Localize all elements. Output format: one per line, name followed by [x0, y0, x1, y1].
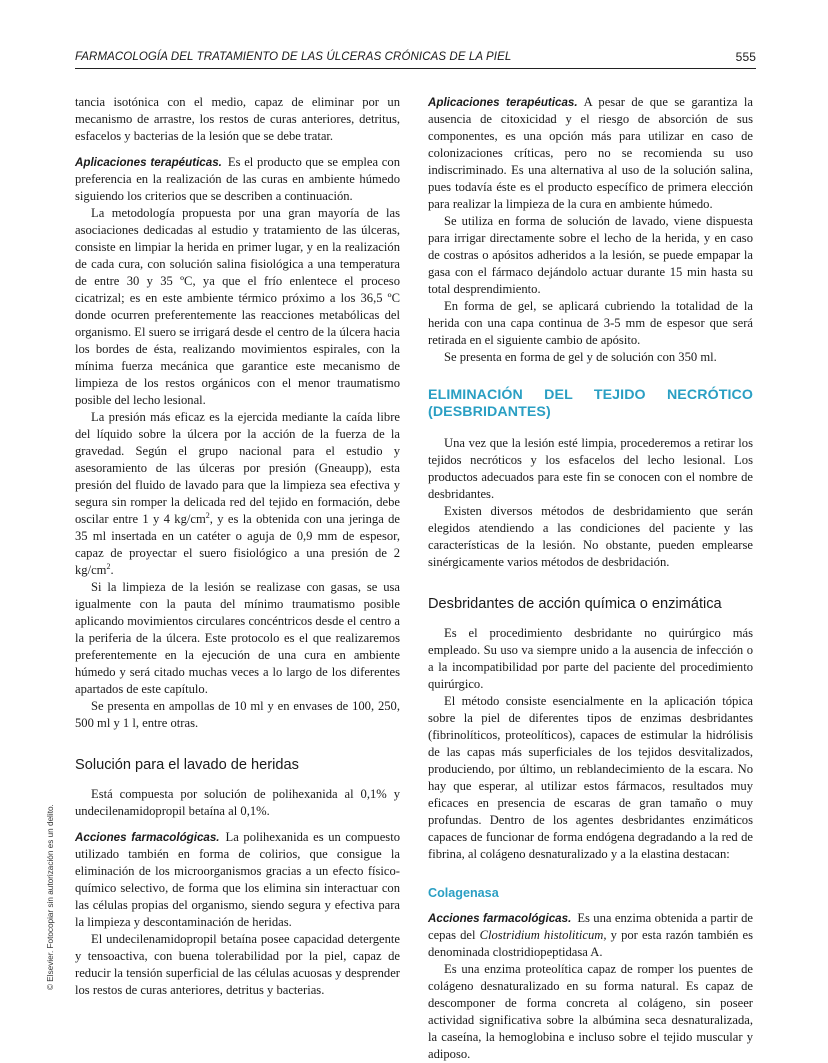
paragraph-lead: Acciones farmacológicas. — [428, 912, 572, 925]
paragraph: Se presenta en ampollas de 10 ml y en envases de 100, 250, 500 ml y 1 l, entre otras. — [75, 699, 400, 730]
paragraph: Está compuesta por solución de polihexanida al 0,1% y undecilenamidopropil betaína al 0,1%. — [75, 787, 400, 818]
species-name: Clostridium histoliticum, — [479, 928, 607, 942]
paragraph: Aplicaciones terapéuticas. A pesar de que se garantiza la ausencia de citoxicidad y el riesgo de absorción de sus componentes, es una opción más para utilizar en caso de colonizaciones críticas, pero no se recomienda su uso indiscriminado. Es una alternativa al uso de la solución salina, pues todavía éste es el producto específico de primera elección para realizar la limpieza de la cura en ambiente húmedo. — [428, 95, 754, 211]
paragraph-lead: Aplicaciones terapéuticas. — [75, 156, 222, 169]
paragraph: La metodología propuesta por una gran mayoría de las asociaciones dedicadas al estudio y tratamiento de las úlceras, consiste en limpiar la herida en primer lugar, y en la realización de cada cura, con solución salina fisiológica a una temperatura de entre 30 y 35 ºC, ya que el frío enlentece el proceso cicatrizal; es en este ambiente térmico próximo a los 36,5 ºC donde ocurren preferentemente las reacciones metabólicas del organismo. El suero se irrigará desde el centro de la úlcera hacia los bordes de ésta, realizando movimientos espirales, con la mínima fuerza mecánica que garantice este mecanismo de limpieza de los restos orgánicos con el menor traumatismo posible del lecho lesional. — [75, 206, 400, 407]
paragraph: Acciones farmacológicas. La polihexanida es un compuesto utilizado también en forma de colirios, que consigue la eliminación de los microorganismos gracias a un efecto físico-químico selectivo, de forma que los elimina sin interactuar con las células propias del organismo, siendo segura y efectiva para la limpieza y descontaminación de heridas. — [75, 830, 400, 929]
paragraph: El método consiste esencialmente en la aplicación tópica sobre la piel de diferentes tipos de enzimas desbridantes (fibrinolíticos, proteolíticos), capaces de estimular la hidrólisis de las capas más superficiales de los tejidos desvitalizados, produciendo, por último, un reblandecimiento de la escara. No hay que esperar, al utilizar estos fármacos, resultados muy eficaces en presencia de escaras de gran tamaño o muy profundas. Dentro de los agentes desbridantes enzimáticos capaces de funcionar de forma endógena degradando a la red de fibrina, al colágeno desnaturalizado y a la elastina destacan: — [428, 694, 753, 861]
section-heading: Desbridantes de acción química o enzimática — [428, 596, 722, 612]
paragraph: Si la limpieza de la lesión se realizase con gasas, se usa igualmente con la pauta del mínimo traumatismo posible aplicando movimientos circulares concéntricos desde el centro a la periferia de la úlcera. Este protocolo es el que realizaremos preferentemente en la ejecución de una cura en ambiente húmedo y será citado muchas veces a lo largo de los diferentes apartados de este capítulo. — [75, 580, 400, 696]
left-column — [75, 94, 400, 999]
paragraph: Es el procedimiento desbridante no quirúrgico más empleado. Su uso va siempre unido a la ausencia de infección o a la incompatibilidad por parte del paciente del procedimiento quirúrgico. — [428, 626, 753, 691]
copyright-side-note — [40, 804, 55, 990]
copyright-text: © Elsevier. Fotocopiar sin autorización es un delito. — [46, 804, 55, 990]
paragraph: El undecilenamidopropil betaína posee capacidad detergente y tensoactiva, con buena tolerabilidad por la piel, capaz de reducir la tensión superficial de las células acuosas y desprender los restos de curas anteriores, detritus y bacterias. — [75, 932, 400, 997]
paragraph: La presión más eficaz es la ejercida mediante la caída libre del líquido sobre la úlcera por la acción de la fuerza de la gravedad. Según el grupo nacional para el estudio y asesoramiento de las úlceras por presión (Gneaupp), esta presión del fluido de lavado para que la limpieza sea efectiva y segura sin romper la delicada red del tejido en formación, debe oscilar entre 1 y 4 $kg/cm^2$, y es la obtenida con una jeringa de 35 ml insertada en un catéter o aguja de 0,9 mm de espesor, capaz de proyectar el suero fisiológico a una presión de 2 $kg/cm^2$. — [75, 410, 401, 577]
paragraph-lead: Acciones farmacológicas. — [75, 831, 220, 844]
paragraph: Acciones farmacológicas. Es una enzima obtenida a partir de cepas del Clostridium histoliticum, y por esta razón también es denominada clostridiopeptidasa A. — [428, 911, 753, 959]
page-number: 555 — [735, 50, 756, 64]
paragraph-lead: Aplicaciones terapéuticas. — [428, 96, 578, 109]
paragraph: Existen diversos métodos de desbridamiento que serán elegidos atendiendo a las condiciones del paciente y las características de la lesión. No obstante, pueden emplearse sinérgicamente varios métodos de desbridación. — [428, 504, 753, 569]
chapter-section-heading: ELIMINACIÓN DEL TEJIDO NECRÓTICO (DESBRIDANTES) — [428, 387, 753, 420]
paragraph: Aplicaciones terapéuticas. Es el producto que se emplea con preferencia en la realización de las curas en ambiente húmedo siguiendo los criterios que se describen a continuación. — [75, 155, 400, 203]
paragraph: tancia isotónica con el medio, capaz de eliminar por un mecanismo de arrastre, los restos de curas anteriores, detritus, esfacelos y bacterias de la lesión que se debe tratar. — [75, 95, 400, 143]
running-header — [75, 44, 756, 69]
paragraph: En forma de gel, se aplicará cubriendo la totalidad de la herida con una capa continua de 3-5 mm de espesor que será retirada en el siguiente cambio de apósito. — [428, 299, 753, 347]
paragraph: Se utiliza en forma de solución de lavado, viene dispuesta para irrigar directamente sobre el lecho de la herida, y en caso de costras o apósitos adheridos a la lesión, se puede empapar la gasa con el fármaco dejándolo actuar durante 15 min hasta su total desprendimiento. — [428, 214, 753, 296]
section-heading: Solución para el lavado de heridas — [75, 757, 299, 773]
paragraph: Se presenta en forma de gel y de solución con 350 ml. — [444, 350, 717, 364]
subsection-heading: Colagenasa — [428, 886, 499, 900]
paragraph: Una vez que la lesión esté limpia, procederemos a retirar los tejidos necróticos y los esfacelos del lecho lesional. Los productos adecuados para este fin se conocen con el nombre de desbridantes. — [428, 436, 753, 501]
right-column — [428, 94, 753, 1063]
running-title: FARMACOLOGÍA DEL TRATAMIENTO DE LAS ÚLCERAS CRÓNICAS DE LA PIEL — [75, 51, 512, 63]
paragraph: Es una enzima proteolítica capaz de romper los puentes de colágeno desnaturalizado en su forma natural. Es capaz de descomponer de forma concreta al colágeno, sin poseer actividad significativa sobre la albúmina seca desnaturalizada, la caseína, la hemoglobina e incluso sobre el tejido muscular y adiposo. — [428, 962, 753, 1061]
